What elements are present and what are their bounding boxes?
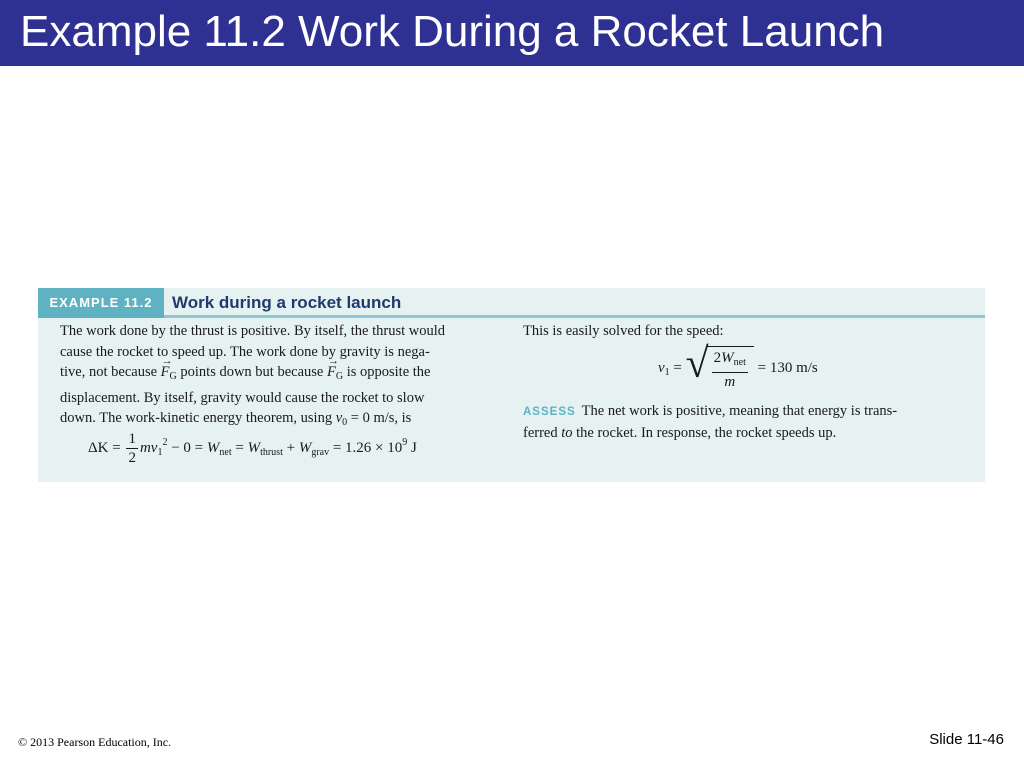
fraction-denominator: m (724, 374, 736, 390)
fraction-numerator: 1 (128, 431, 136, 447)
eq-work-symbol: W (206, 439, 220, 456)
eq-subscript: grav (311, 446, 330, 458)
emphasis-text: to (561, 424, 573, 441)
work-symbol: W (721, 350, 734, 366)
example-box (38, 288, 985, 482)
eq-text: − 0 = (167, 439, 207, 456)
assess-paragraph (523, 401, 963, 443)
example-header (38, 288, 985, 318)
eq-fraction (126, 430, 138, 467)
eq-work-symbol: W (298, 439, 312, 456)
square-root (685, 341, 754, 391)
text-fragment: points down but because (176, 364, 327, 380)
text-line: cause the rocket to speed up. The work done by gravity is nega- (60, 343, 430, 360)
radical-sign: √ (685, 341, 709, 387)
eq-text: = (669, 359, 686, 376)
text-line: The work done by the thrust is positive. By itself, the thrust would (60, 323, 446, 339)
copyright-notice: © 2013 Pearson Education, Inc. (18, 735, 172, 749)
text-line-with-vectors (60, 362, 500, 388)
text-fragment: ferred (523, 424, 562, 441)
eq-lhs: ΔK = (88, 439, 125, 456)
velocity-symbol: v (658, 359, 665, 376)
title-bar (0, 0, 1024, 66)
text-line: displacement. By itself, gravity would cause the rocket to slow (60, 389, 425, 406)
eq-result: = 1.26 × 10 (329, 439, 403, 456)
text-fragment: The net work is positive, meaning that energy is trans- (581, 403, 898, 419)
eq-subscript: 1 (664, 366, 670, 378)
work-energy-equation (88, 430, 417, 474)
fraction-numerator (712, 349, 748, 373)
force-vector-symbol: → F (327, 362, 336, 383)
eq-text: = (231, 439, 248, 456)
eq-text: + (282, 439, 299, 456)
fraction-denominator: 2 (128, 450, 136, 466)
radicand (706, 346, 754, 391)
text-fragment: is opposite the (343, 364, 431, 380)
eq-fraction (712, 349, 748, 391)
left-column (60, 321, 500, 434)
eq-result: = 130 m/s (753, 359, 818, 376)
example-title: Work during a rocket launch (172, 293, 402, 312)
eq-subscript: 1 (157, 446, 163, 458)
velocity-subscript: 0 (342, 417, 348, 428)
eq-term: mv (139, 439, 158, 456)
slide-number: Slide 11-46 (929, 731, 1004, 748)
text-fragment: tive, not because (60, 364, 161, 380)
velocity-symbol: v (335, 410, 343, 426)
eq-subscript: net (219, 446, 232, 458)
eq-work-symbol: W (247, 439, 261, 456)
assess-label: ASSESS (523, 406, 576, 418)
force-vector-symbol: → F (161, 362, 170, 383)
eq-unit: J (407, 439, 417, 456)
eq-subscript: net (733, 357, 746, 368)
text-fragment: = 0 m/s, is (347, 410, 412, 426)
header-rule (164, 315, 985, 318)
example-tag: EXAMPLE 11.2 (38, 288, 164, 318)
speed-equation (658, 341, 818, 391)
eq-superscript: 9 (402, 436, 408, 448)
slide-title: Example 11.2 Work During a Rocket Launch (20, 7, 885, 56)
right-intro: This is easily solved for the speed: (523, 323, 724, 339)
text-fragment: down. The work-kinetic energy theorem, using (60, 410, 336, 426)
force-subscript: G (335, 371, 344, 382)
force-subscript: G (169, 371, 177, 382)
text-fragment: the rocket. In response, the rocket speeds up. (572, 424, 837, 441)
eq-superscript: 2 (162, 436, 168, 448)
numerator-coefficient: 2 (713, 350, 722, 366)
eq-subscript: thrust (260, 446, 283, 458)
